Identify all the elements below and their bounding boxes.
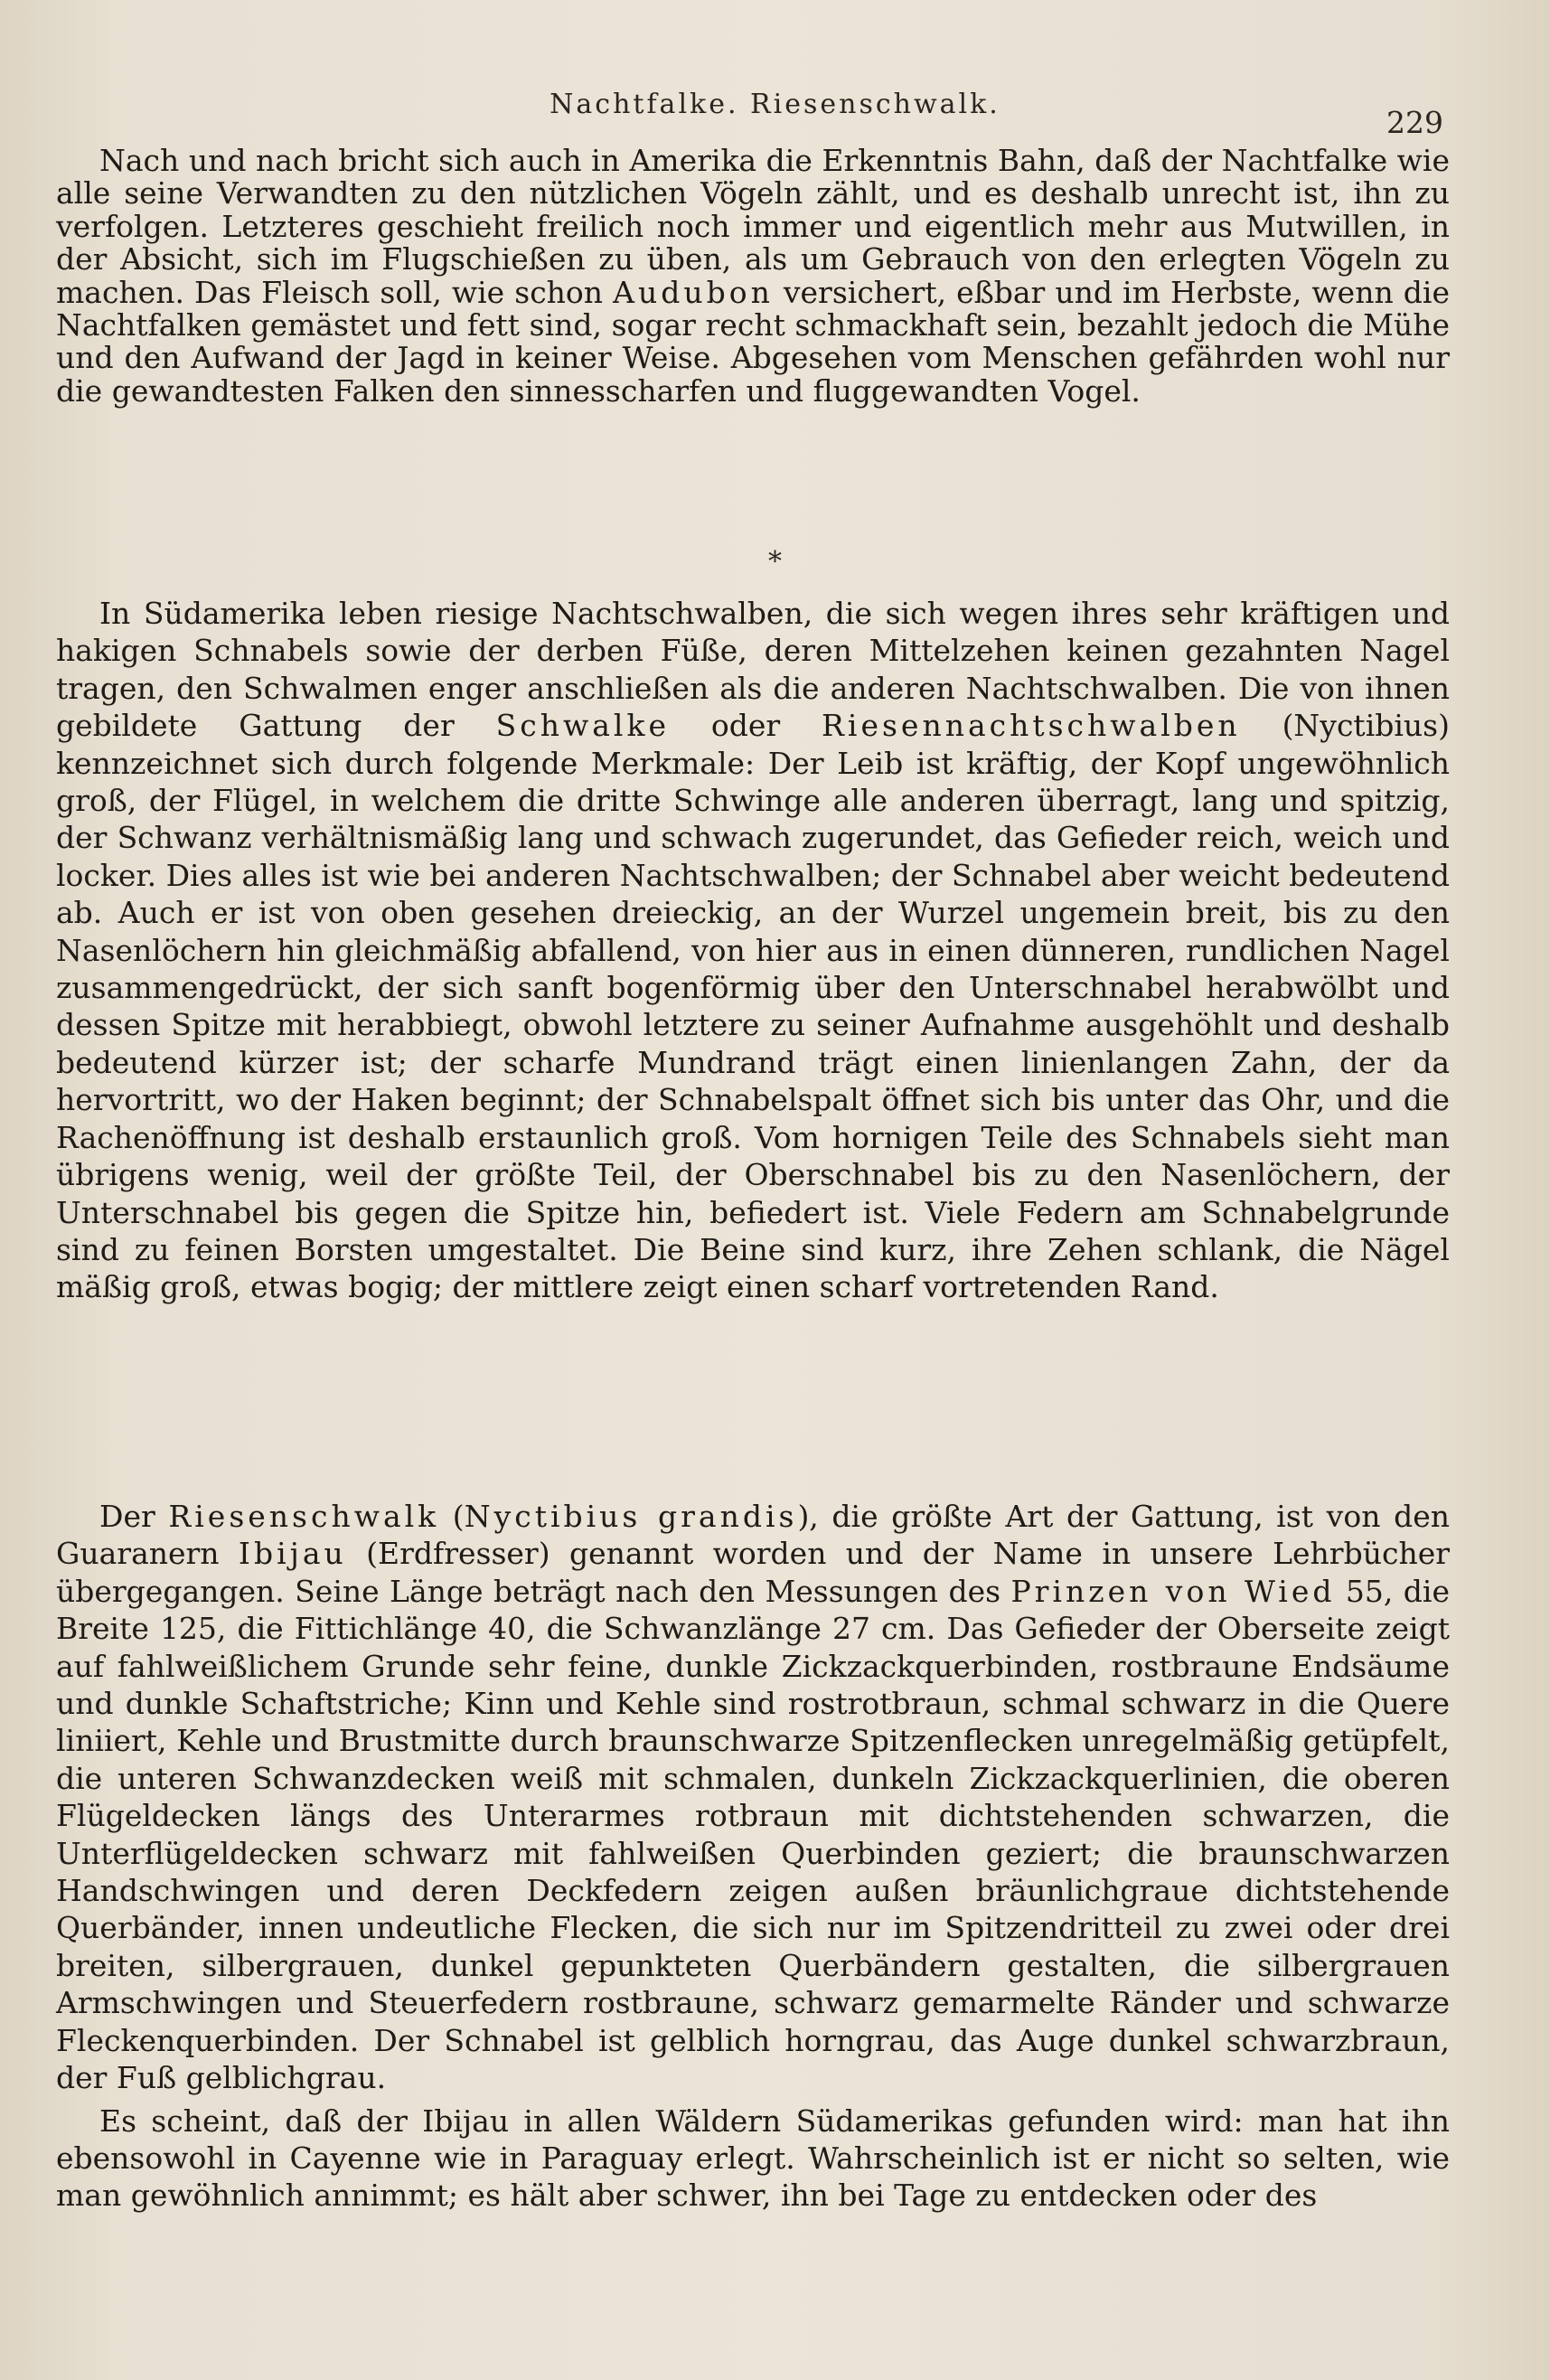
text-segment: ), die größte Art der Gattung, ist von den Guaranern xyxy=(56,1499,1450,1572)
section-separator: * xyxy=(768,546,782,578)
running-title: Nachtfalke. Riesenschwalk. xyxy=(550,89,1000,120)
paragraph-block-2 xyxy=(56,595,1450,1306)
paragraph-block-3 xyxy=(56,1498,1450,2214)
text-segment: In Südamerika leben riesige Nachtschwalben, die sich wegen ihres sehr kräftigen und hakigen Schnabels sowie der derben Füße, deren Mittelzehen keinen gezahnten Nagel tragen, den Schwalmen enger anschließen als die anderen Nachtschwalben. Die von ihnen gebildete Gattung der xyxy=(56,596,1450,744)
author-name-audubon: Audubon xyxy=(613,274,774,310)
genus-name-riesennachtschwalben: Riesennachtschwalben xyxy=(822,708,1241,744)
genus-name-schwalke: Schwalke xyxy=(495,708,670,744)
text-segment: (Erdfresser) genannt worden und der Name in unsere Lehrbücher übergegangen. Seine Länge beträgt nach den Messungen des xyxy=(56,1536,1451,1609)
paragraph-riesenschwalk xyxy=(56,1498,1450,2097)
page-number: 229 xyxy=(1386,105,1443,140)
text-segment: (Nyctibius) kennzeichnet sich durch folgende Merkmale: Der Leib ist kräftig, der Kopf ungewöhnlich groß, der Flügel, in welchem die dritte Schwinge alle anderen überragt, lang und spitzig, der Schwanz verhältnismäßig lang und schwach zugerundet, das Gefieder reich, weich und locker. Dies alles ist wie bei anderen Nachtschwalben; der Schnabel aber weicht bedeutend ab. Auch er ist von oben gesehen dreieckig, an der Wurzel ungemein breit, bis zu den Nasenlöchern hin gleichmäßig abfallend, von hier aus in einen dünneren, rundlichen Nagel zusammengedrückt, der sich sanft bogenförmig über den Unterschnabel herabwölbt und dessen Spitze mit herabbiegt, obwohl letztere zu seiner Aufnahme ausgehöhlt und deshalb bedeutend kürzer ist; der scharfe Mundrand trägt einen linienlangen Zahn, der da hervortritt, wo der Haken beginnt; der Schnabelspalt öffnet sich bis unter das Ohr, und die Rachenöffnung ist deshalb erstaunlich groß. Vom hornigen Teile des Schnabels sieht man übrigens wenig, weil der größte Teil, der Oberschnabel bis zu den Nasenlöchern, der Unterschnabel bis gegen die Spitze hin, befiedert ist. Viele Federn am Schnabelgrunde sind zu feinen Borsten umgestaltet. Die Beine sind kurz, ihre Zehen schlank, die Nägel mäßig groß, etwas bogig; der mittlere zeigt einen scharf vortretenden Rand. xyxy=(56,708,1450,1305)
text-segment: Es scheint, daß der Ibijau in allen Wäldern Südamerikas gefunden wird: man hat ihn ebensowohl in Cayenne wie in Paraguay erlegt. Wahrscheinlich ist er nicht so selten, wie man gewöhnlich annimmt; es hält aber schwer, ihn bei Tage zu entdecken oder des xyxy=(56,2102,1450,2213)
text-segment: ( xyxy=(439,1499,465,1534)
paragraph-nyctibius-genus xyxy=(56,595,1450,1306)
scientific-name: Nyctibius grandis xyxy=(464,1499,798,1534)
text-segment: oder xyxy=(669,708,822,744)
author-name-wied: Prinzen von Wied xyxy=(1010,1573,1336,1609)
native-name-ibijau: Ibijau xyxy=(238,1536,347,1572)
species-name-riesenschwalk: Riesenschwalk xyxy=(168,1499,440,1534)
text-segment: Der xyxy=(99,1499,169,1534)
text-segment: Nach und nach bricht sich auch in Amerika die Erkenntnis Bahn, daß der Nachtfalke wie alle seine Verwandten zu den nützlichen Vögeln zählt, und es deshalb unrecht ist, ihn zu verfolgen. Letzteres geschieht freilich noch immer und eigentlich mehr aus Mutwillen, in der Absicht, sich im Flugschießen zu üben, als um Gebrauch von den erlegten Vögeln zu machen. Das Fleisch soll, wie schon xyxy=(56,143,1450,310)
text-segment: 55, die Breite 125, die Fittichlänge 40, die Schwanzlänge 27 cm. Das Gefieder der Oberseite zeigt auf fahlweißlichem Grunde sehr feine, dunkle Zickzackquerbinden, rostbraune Endsäume und dunkle Schaftstriche; Kinn und Kehle sind rostrotbraun, schmal schwarz in die Quere liniiert, Kehle und Brustmitte durch braunschwarze Spitzenflecken unregelmäßig getüpfelt, die unteren Schwanzdecken weiß mit schmalen, dunkeln Zickzackquerlinien, die oberen Flügeldecken längs des Unterarmes rotbraun mit dichtstehenden schwarzen, die Unterflügeldecken schwarz mit fahlweißen Querbinden geziert; die braunschwarzen Handschwingen und deren Deckfedern zeigen außen bräunlichgraue dichtstehende Querbänder, innen undeutliche Flecken, die sich nur im Spitzendritteil zu zwei oder drei breiten, silbergrauen, dunkel gepunkteten Querbändern gestalten, die silbergrauen Armschwingen und Steuerfedern rostbraune, schwarz gemarmelte Ränder und schwarze Fleckenquerbinden. Der Schnabel ist gelblich horngrau, das Auge dunkel schwarzbraun, der Fuß gelblichgrau. xyxy=(56,1573,1450,2096)
paragraph-nachtfalke xyxy=(56,145,1450,408)
text-segment: versichert, eßbar und im Herbste, wenn die Nachtfalken gemästet und fett sind, sogar recht schmackhaft sein, bezahlt jedoch die Mühe und den Aufwand der Jagd in keiner Weise. Abgesehen vom Menschen gefährden wohl nur die gewandtesten Falken den sinnesscharfen und fluggewandten Vogel. xyxy=(56,274,1450,409)
paragraph-distribution xyxy=(56,2102,1450,2214)
paragraph-block-1 xyxy=(56,145,1450,408)
